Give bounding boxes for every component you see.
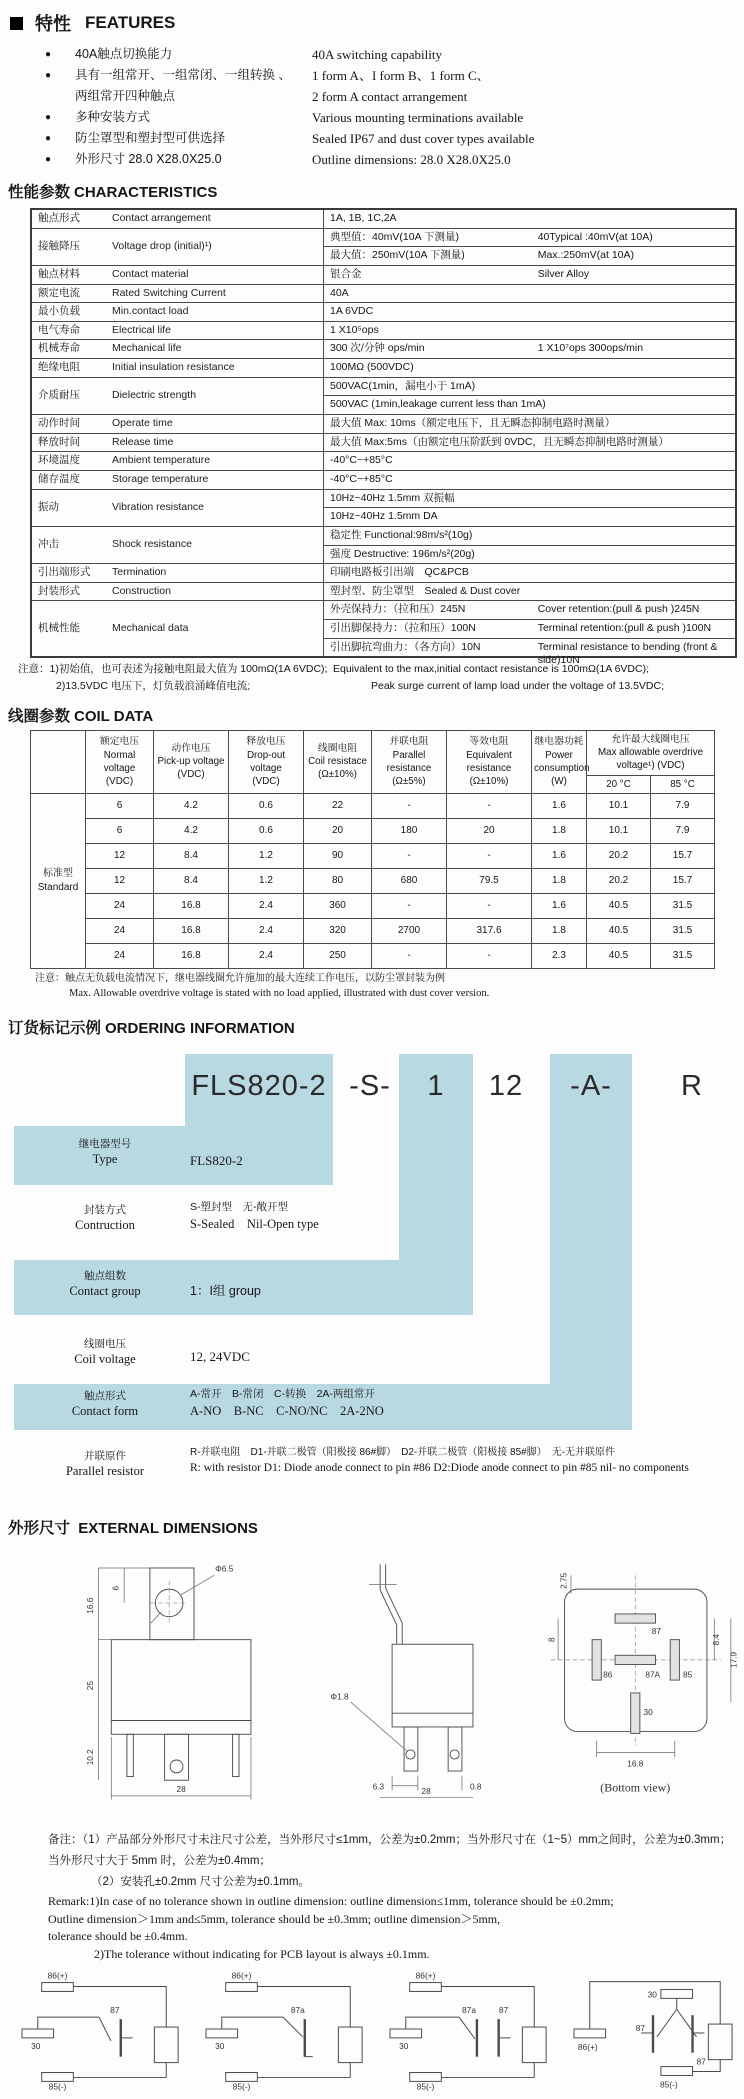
dim-label: 17.9 [729,1651,739,1668]
cell: 电气寿命 Electrical life [31,321,324,340]
drawing-bottom-view [514,1546,744,1816]
cell: 0.6 [229,793,304,818]
dim-label: 8.4 [712,1633,722,1645]
cell: 40.5 [587,918,651,943]
cell: 2.4 [229,893,304,918]
contact-label: 87a [462,2005,477,2016]
cell: 印刷电路板引出端 QC&PCB [324,564,737,583]
order-row-value: S-塑封型 无-敞开型 S-Sealed Nil-Open type [190,1200,319,1231]
feature-item: ● 外形尺寸 28.0 X28.0X25.0 Outline dimensions: 28.0 X28.0X25.0 [45,149,744,170]
cell: 1.8 [532,868,587,893]
cell: 8.4 [154,868,229,893]
table-row [31,340,736,359]
order-code-part: R [681,1069,703,1102]
cell: 动作电压 Pick-up voltage (VDC) [154,730,229,793]
cell: 1.8 [532,918,587,943]
cell: 40.5 [587,893,651,918]
cell: 释放电压 Drop-out voltage (VDC) [229,730,304,793]
cell: 接触降压 Voltage drop (initial)¹) [31,228,324,265]
ordering-diagram [0,1054,744,1506]
remark-line: 备注：（1）产品部分外形尺寸未注尺寸公差，当外形尺寸≤1mm，公差为±0.2mm；当外形尺寸在（1~5）mm之间时，公差为±0.3mm； [48,1833,732,1846]
terminal-label: 86(+) [231,1970,252,1981]
terminal-label: 86(+) [577,2041,598,2052]
pin-label: 86 [603,1669,613,1679]
table-row [31,526,736,545]
cell: 6 [86,793,154,818]
cell: - [447,843,532,868]
contact-label: 87 [110,2005,120,2016]
order-row-label: 继电器型号 Type [78,1137,132,1167]
cell: 介质耐压 Dielectric strength [31,377,324,414]
table-row [31,433,736,452]
terminal-label: 85(-) [659,2079,678,2090]
cell: 机械寿命 Mechanical life [31,340,324,359]
remark-line: （2）安装孔±0.2mm 尺寸公差为±0.1mm。 [91,1876,311,1889]
cell: 并联电阻 Parallel resistance (Ω±5%) [372,730,447,793]
cell: 触点形式 Contact arrangement [31,209,324,228]
dim-label: 25 [85,1680,95,1690]
order-row-value: R-并联电阻 D1-并联二极管（阳极接 86#脚） D2-并联二极管（阳极接 85#脚） 无-无并联原件 R: with resistor D1: Diode anode connect to pin #86 D2:Diode anode connect to pin #85 nil- no components [190,1446,689,1475]
cell: 24 [86,893,154,918]
cell: 额定电压 Normal voltage (VDC) [86,730,154,793]
contact-label: 87 [635,2022,646,2033]
cell: 31.5 [651,893,715,918]
dim-label: 28 [176,1784,186,1794]
table-row [31,793,715,818]
table-row [31,452,736,471]
cell: -40°C~+85°C [324,470,737,489]
table-row [31,818,715,843]
cell: 80 [304,868,372,893]
bullet-icon: ● [45,49,52,60]
cell: 85 °C [651,775,715,793]
cell: 20 [304,818,372,843]
bullet-icon: ● [45,112,52,123]
table-row [31,415,736,434]
table-row [31,265,736,284]
cell: 引出脚抗弯曲力：（各方向）10N Terminal resistance to bending (front & side)10N [324,638,737,657]
cell: 最大值：250mV(10A 下测量) Max.:250mV(at 10A) [324,247,737,266]
feature-item: 两组常开四种触点 2 form A contact arrangement [75,89,468,104]
table-row [31,868,715,893]
cell: 100MΩ (500VDC) [324,359,737,378]
cell: 10Hz~40Hz 1.5mm DA [324,508,737,527]
cell: 4.2 [154,793,229,818]
cell: - [372,843,447,868]
table-row [31,228,736,247]
cell: 12 [86,843,154,868]
cell: 15.7 [651,868,715,893]
table-header-row [31,730,715,775]
cell: 强度 Destructive: 196m/s²(20g) [324,545,737,564]
cell: 动作时间 Operate time [31,415,324,434]
remark-line: Outline dimension＞1mm and≤5mm, tolerance should be ±0.3mm; outline dimension＞5mm, [48,1911,501,1926]
drawing-side-view [314,1546,489,1816]
terminal-label: 86(+) [415,1970,436,1981]
cell: 16.8 [154,918,229,943]
cell: 2700 [372,918,447,943]
cell: 1.6 [532,893,587,918]
cell: 180 [372,818,447,843]
table-row [31,303,736,322]
dim-label: 8 [547,1636,557,1642]
cell: 4.2 [154,818,229,843]
cell: 360 [304,893,372,918]
terminal-label: 85(-) [48,2081,67,2091]
cell: 15.7 [651,843,715,868]
pin-label: 87 [652,1626,662,1636]
cell: 7.9 [651,818,715,843]
terminal-label: 86(+) [47,1970,68,1981]
features-heading-cn: 特性 [35,14,71,34]
characteristics-heading: 性能参数 CHARACTERISTICS [8,184,218,201]
remark-line: Remark:1)In case of no tolerance shown in outline dimension: outline dimension≤1mm, tolerance should be ±0.2mm; [48,1894,614,1909]
bullet-icon: ● [45,133,52,144]
cell: 最大值 Max: 10ms（额定电压下，且无瞬态抑制电路时测量） [324,415,737,434]
cell: 1 X10⁵ops [324,321,737,340]
features-heading-en: FEATURES [85,13,176,32]
remark-line: 2)The tolerance without indicating for PCB layout is always ±0.1mm. [94,1946,430,1961]
cell: 10Hz~40Hz 1.5mm 双振幅 [324,489,737,508]
cell: - [447,943,532,968]
ordering-heading: 订货标记示例 ORDERING INFORMATION [8,1019,295,1037]
cell: 40.5 [587,943,651,968]
cell: 引出端形式 Termination [31,564,324,583]
cell: 22 [304,793,372,818]
table-row [31,470,736,489]
cell: 继电器功耗 Power consumption (W) [532,730,587,793]
order-row-label: 封装方式 Contruction [75,1203,135,1233]
cell: 引出脚保持力：（拉和压）100N Terminal retention:(pull & push )100N [324,620,737,639]
cell: 1.8 [532,818,587,843]
wiring-diagram-2-form-a [570,1969,738,2091]
cell: - [447,793,532,818]
contact-label: 87a [290,2005,305,2016]
table-row [31,284,736,303]
cell: 2.4 [229,943,304,968]
cell: 500VAC(1min，漏电小于 1mA) [324,377,737,396]
drawing-front-view [58,1546,288,1816]
cell: 20 [447,818,532,843]
drawing-caption: (Bottom view) [600,1779,671,1794]
features-list [45,44,744,170]
cell: 500VAC (1min,leakage current less than 1mA) [324,396,737,415]
coil-note: 注意：触点无负载电流情况下，继电器线圈允许施加的最大连续工作电压，以防尘罩封装为例 Max. Allowable overdrive voltage is stated with no load applied, illustrated with dust cover version. [35,972,490,999]
cell: 额定电流 Rated Switching Current [31,284,324,303]
cell: 最大值 Max:5ms（由额定电压阶跃到 0VDC，且无瞬态抑制电路时测量） [324,433,737,452]
cell: 释放时间 Release time [31,433,324,452]
order-code-part: FLS820-2 [191,1069,327,1102]
cell: 允许最大线圈电压 Max allowable overdrive voltage¹) (VDC) [587,730,715,775]
feature-item: ● 多种安装方式 Various mounting terminations available [45,107,744,128]
order-code-part: -A- [570,1069,612,1102]
wiring-diagram-1-form-b [202,1969,370,2091]
cell: 绝缘电阻 Initial insulation resistance [31,359,324,378]
cell: 银合金 Silver Alloy [324,265,737,284]
cell: 8.4 [154,843,229,868]
contact-label: 87 [498,2005,509,2016]
order-code-part: 1 [427,1069,445,1102]
feature-item: ● 具有一组常开、一组常闭、一组转换 、 1 form A、I form B、1 form C、 [45,65,744,86]
features-header [10,10,744,36]
section-square-icon [10,17,23,30]
bullet-icon: ● [45,154,52,165]
wiring-diagram-1-form-c [386,1969,554,2091]
dim-label: 6 [111,1585,121,1591]
terminal-label: 30 [31,2040,41,2051]
cell: 1.2 [229,868,304,893]
dim-label: 2.75 [559,1572,569,1589]
coil-data-table [30,730,715,969]
cell: 1.6 [532,793,587,818]
table-row [31,918,715,943]
pin-label: 30 [643,1707,654,1717]
table-row [31,582,736,601]
cell: 7.9 [651,793,715,818]
cell: 90 [304,843,372,868]
cell: 储存温度 Storage temperature [31,470,324,489]
cell: 2.4 [229,918,304,943]
cell: - [372,893,447,918]
cell: 典型值：40mV(10A 下测量) 40Typical :40mV(at 10A) [324,228,737,247]
cell: 20.2 [587,868,651,893]
cell: - [372,793,447,818]
table-row [31,893,715,918]
table-row [31,843,715,868]
cell: 20 °C [587,775,651,793]
table-row [31,564,736,583]
cell: -40°C~+85°C [324,452,737,471]
cell: - [447,893,532,918]
cell: 塑封型、防尘罩型 Sealed & Dust cover [324,582,737,601]
dim-label: 16.8 [627,1758,644,1768]
dim-label: Φ1.8 [330,1691,349,1701]
row-group-label: 标准型 Standard [31,793,86,968]
table-row [31,359,736,378]
pin-label: 87A [645,1669,661,1679]
bullet-icon: ● [45,70,52,81]
cell: 冲击 Shock resistance [31,526,324,563]
note-line: 2)13.5VDC 电压下，灯负载浪涌峰值电流; Peak surge current of lamp load under the voltage of 13.5VDC; [56,679,665,692]
cell: 0.6 [229,818,304,843]
cell [31,730,86,793]
cell: 稳定性 Functional:98m/s²(10g) [324,526,737,545]
cell: 24 [86,918,154,943]
characteristics-table [30,208,737,667]
cell: 16.8 [154,893,229,918]
cell: 79.5 [447,868,532,893]
cell: 2.3 [532,943,587,968]
table-row [31,489,736,508]
cell: 12 [86,868,154,893]
order-row-value: FLS820-2 [190,1152,243,1168]
order-row-label: 线圈电压 Coil voltage [74,1337,136,1367]
cell: 机械性能 Mechanical data [31,601,324,657]
order-row-label: 并联原件 Parallel resistor [65,1449,145,1479]
remark-line: 当外形尺寸大于 5mm 时，公差为±0.4mm； [48,1854,271,1867]
cell: 40A [324,284,737,303]
cell: 24 [86,943,154,968]
cell: 250 [304,943,372,968]
dim-label: Φ6.5 [215,1564,234,1574]
cell: 31.5 [651,943,715,968]
cell: 封装形式 Construction [31,582,324,601]
cell: 环境温度 Ambient temperature [31,452,324,471]
cell: 317.6 [447,918,532,943]
coil-data-heading: 线圈参数 COIL DATA [8,707,154,725]
table-row [31,321,736,340]
cell: 1A 6VDC [324,303,737,322]
order-row-label: 触点形式 Contact form [71,1389,139,1419]
wiring-diagram-1-form-a [18,1969,186,2091]
highlight-column [550,1054,632,1430]
terminal-label: 30 [399,2040,409,2051]
cell: 1.6 [532,843,587,868]
cell: 等效电阻 Equivalent resistance (Ω±10%) [447,730,532,793]
cell: 外壳保持力：（拉和压）245N Cover retention:(pull & push )245N [324,601,737,620]
order-row-value: 1：I组 group [190,1283,261,1298]
cell: 1.2 [229,843,304,868]
terminal-label: 30 [647,1989,657,2000]
terminal-label: 30 [215,2040,225,2051]
cell: 触点材料 Contact material [31,265,324,284]
table-row [31,377,736,396]
table-row [31,209,736,228]
cell: 10.1 [587,793,651,818]
feature-item: ● 防尘罩型和塑封型可供选择 Sealed IP67 and dust cover types available [45,128,744,149]
cell: 最小负载 Min.contact load [31,303,324,322]
note-line: 注意：1)初始值，也可表述为接触电阻最大值为 100mΩ(1A 6VDC); Equivalent to the max,initial contact resistance is 100mΩ(1A 6VDC); [18,663,649,676]
feature-item: ● 40A触点切换能力 40A switching capability [45,44,744,65]
dim-label: 16.6 [85,1597,95,1614]
terminal-label: 85(-) [416,2081,435,2091]
dimensions-heading: 外形尺寸 EXTERNAL DIMENSIONS [8,1519,258,1537]
table-row [31,943,715,968]
order-code-part: -S- [349,1069,391,1102]
cell: 振动 Vibration resistance [31,489,324,526]
cell: 20.2 [587,843,651,868]
remark-line: tolerance should be ±0.4mm. [48,1929,188,1944]
cell: 300 次/分钟 ops/min 1 X10⁷ops 300ops/min [324,340,737,359]
cell: 16.8 [154,943,229,968]
dim-label: 6.3 [372,1781,384,1791]
order-row-value: 12, 24VDC [190,1348,250,1364]
table-row [31,601,736,620]
cell: 6 [86,818,154,843]
cell: 31.5 [651,918,715,943]
contact-label: 87 [696,2056,706,2067]
wiring-diagrams [18,1969,744,2091]
dim-label: 0.8 [469,1781,482,1791]
terminal-label: 85(-) [232,2081,251,2091]
remark-block [48,1830,744,1963]
pin-label: 85 [683,1669,693,1679]
cell: 1A, 1B, 1C,2A [324,209,737,228]
cell: 320 [304,918,372,943]
cell: 10.1 [587,818,651,843]
dim-label: 28 [421,1786,431,1796]
cell: 线圈电阻 Coil resistace (Ω±10%) [304,730,372,793]
order-row-value: A-常开 B-常闭 C-转换 2A-两组常开 A-NO B-NC C-NO/NC 2A-2NO [190,1387,384,1418]
dimension-drawings [58,1546,744,1816]
dim-label: 10.2 [85,1748,95,1765]
cell: 680 [372,868,447,893]
order-row-label: 触点组数 Contact group [69,1269,141,1299]
order-code-part: 12 [488,1069,524,1102]
cell: - [372,943,447,968]
